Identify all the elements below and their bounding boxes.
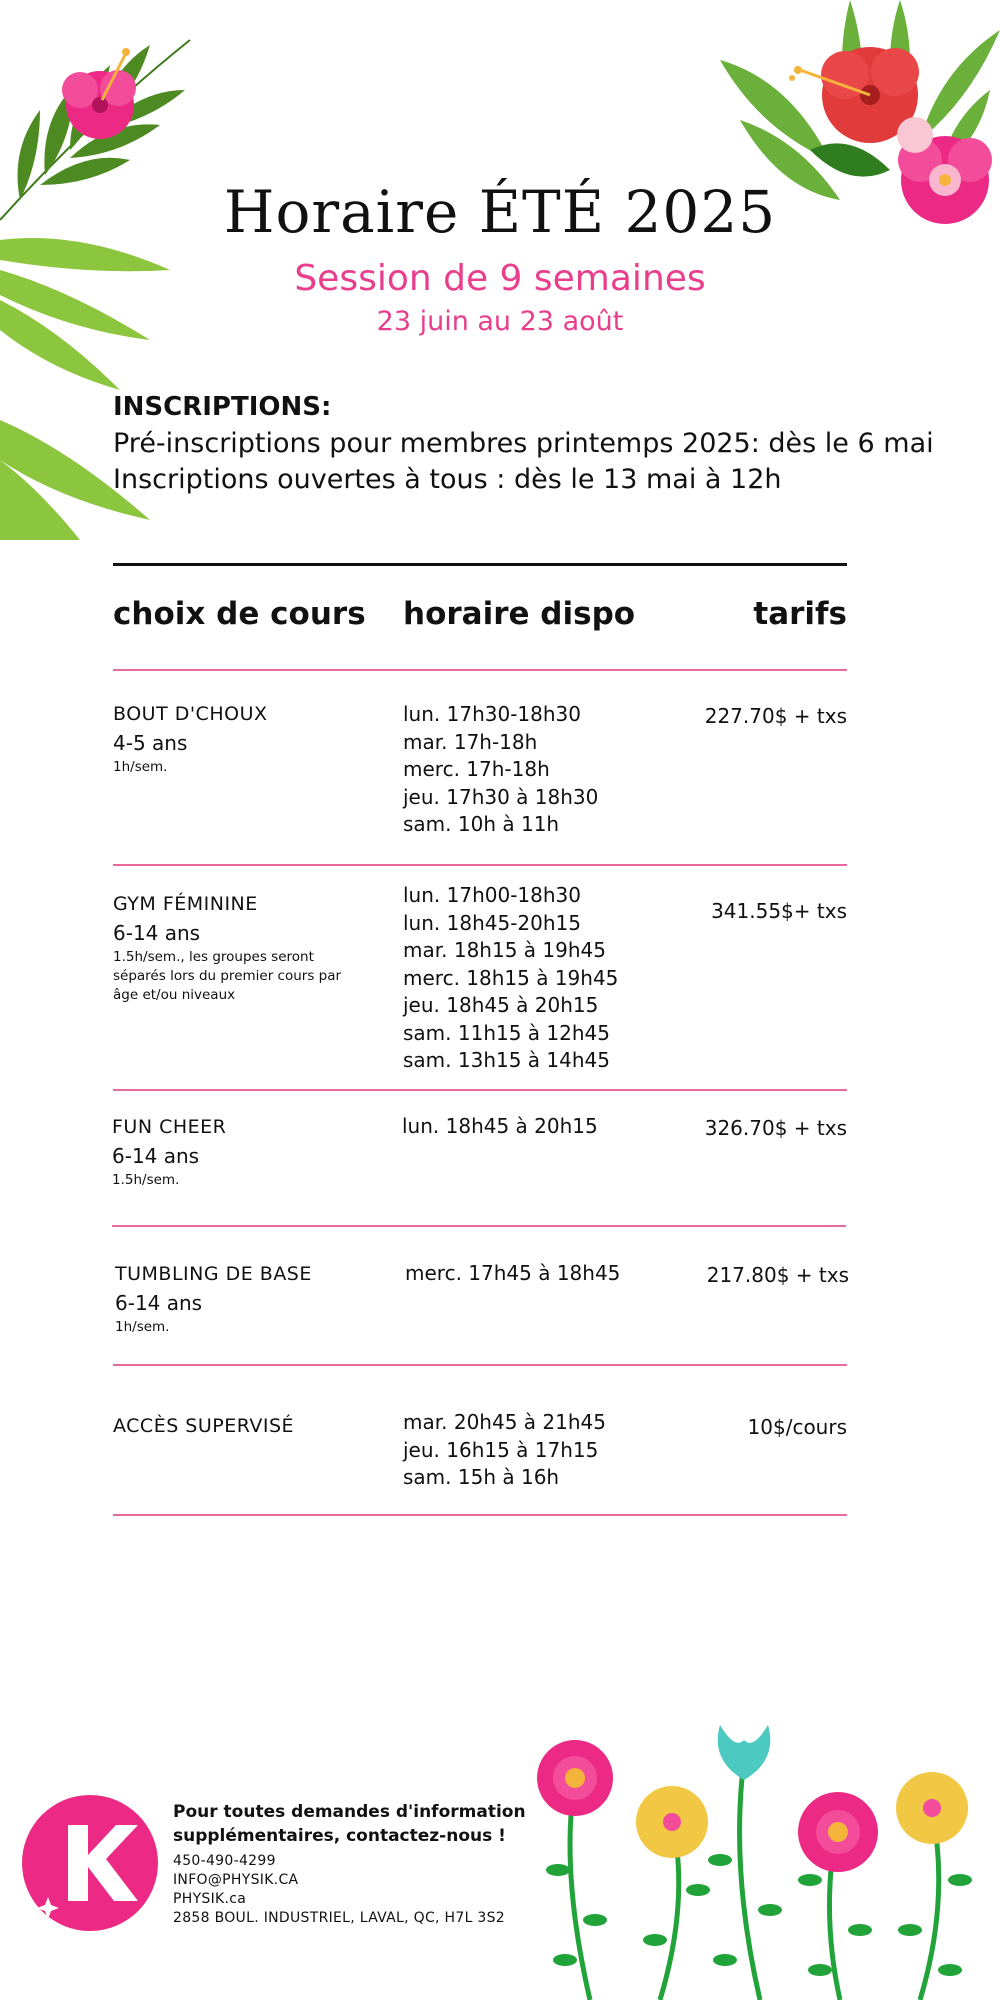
course-name: TUMBLING DE BASE [115,1263,312,1285]
schedule-slot: sam. 15h à 16h [403,1465,560,1489]
row-divider [113,864,847,866]
schedule-slot: lun. 18h45-20h15 [403,910,581,935]
course-price: 10$/cours [747,1415,847,1439]
row-divider [113,1514,847,1516]
course-schedule [403,701,598,839]
schedule-slot: lun. 17h00-18h30 [403,883,581,907]
column-header-price: tarifs [753,596,847,632]
schedule-slot: jeu. 17h30 à 18h30 [403,784,599,809]
inscriptions-line: Pré-inscriptions pour membres printemps 2025: dès le 6 mai [113,428,934,459]
course-name: FUN CHEER [112,1116,227,1138]
page-title: Horaire ÉTÉ 2025 [223,178,777,246]
schedule-slot: sam. 13h15 à 14h45 [403,1048,610,1072]
course-schedule [405,1260,620,1288]
schedule-slot: merc. 17h45 à 18h45 [405,1261,621,1285]
schedule-slot: mar. 20h45 à 21h45 [403,1410,606,1434]
course-schedule [403,1409,606,1492]
course-note: 1.5h/sem. [112,1172,180,1188]
course-schedule [403,882,618,1075]
row-divider [113,669,847,671]
course-note: 1h/sem. [113,759,168,775]
session-subtitle: Session de 9 semaines [294,258,706,299]
course-price: 326.70$ + txs [704,1116,847,1140]
row-divider [113,1364,847,1366]
course-name: BOUT D'CHOUX [113,703,268,725]
contact-website[interactable]: PHYSIK.ca [173,1891,247,1907]
schedule-slot: sam. 10h à 11h [403,812,560,836]
course-price: 227.70$ + txs [704,704,847,728]
schedule-slot: jeu. 16h15 à 17h15 [403,1437,599,1462]
course-name: ACCÈS SUPERVISÉ [113,1415,295,1437]
contact-email[interactable]: INFO@PHYSIK.CA [173,1872,299,1888]
row-divider [113,1089,847,1091]
row-divider [112,1225,846,1227]
flower-garden-decoration-icon [520,1720,1000,2000]
contact-address: 2858 BOUL. INDUSTRIEL, LAVAL, QC, H7L 3S2 [173,1910,506,1926]
course-note: 1.5h/sem., les groupes seront séparés lors du premier cours par âge et/ou niveaux [113,949,342,1003]
course-age: 6-14 ans [113,921,201,945]
course-name: GYM FÉMININE [113,893,258,915]
course-note: 1h/sem. [115,1319,170,1335]
course-price: 341.55$+ txs [711,899,847,923]
schedule-slot: mar. 18h15 à 19h45 [403,938,606,962]
course-age: 4-5 ans [113,731,188,755]
course-age: 6-14 ans [115,1291,203,1315]
table-top-rule [113,563,847,566]
course-price: 217.80$ + txs [706,1263,849,1287]
schedule-slot: merc. 18h15 à 19h45 [403,965,619,990]
inscriptions-line: Inscriptions ouvertes à tous : dès le 13 mai à 12h [113,464,782,495]
schedule-slot: jeu. 18h45 à 20h15 [403,993,599,1017]
schedule-slot: sam. 11h15 à 12h45 [403,1020,610,1045]
session-dates: 23 juin au 23 août [376,306,624,337]
course-age: 6-14 ans [112,1144,200,1168]
contact-phone[interactable]: 450-490-4299 [173,1853,276,1869]
schedule-slot: merc. 17h-18h [403,757,550,781]
contact-heading: Pour toutes demandes d'information supplémentaires, contactez-nous ! [173,1802,526,1846]
schedule-slot: lun. 17h30-18h30 [403,702,581,726]
course-schedule [402,1113,598,1141]
inscriptions-title: INSCRIPTIONS: [113,392,332,422]
column-header-course: choix de cours [113,596,366,632]
column-header-schedule: horaire dispo [403,596,636,632]
schedule-slot: lun. 18h45 à 20h15 [402,1114,598,1138]
physik-logo-icon [20,1793,160,1933]
schedule-slot: mar. 17h-18h [403,729,538,754]
